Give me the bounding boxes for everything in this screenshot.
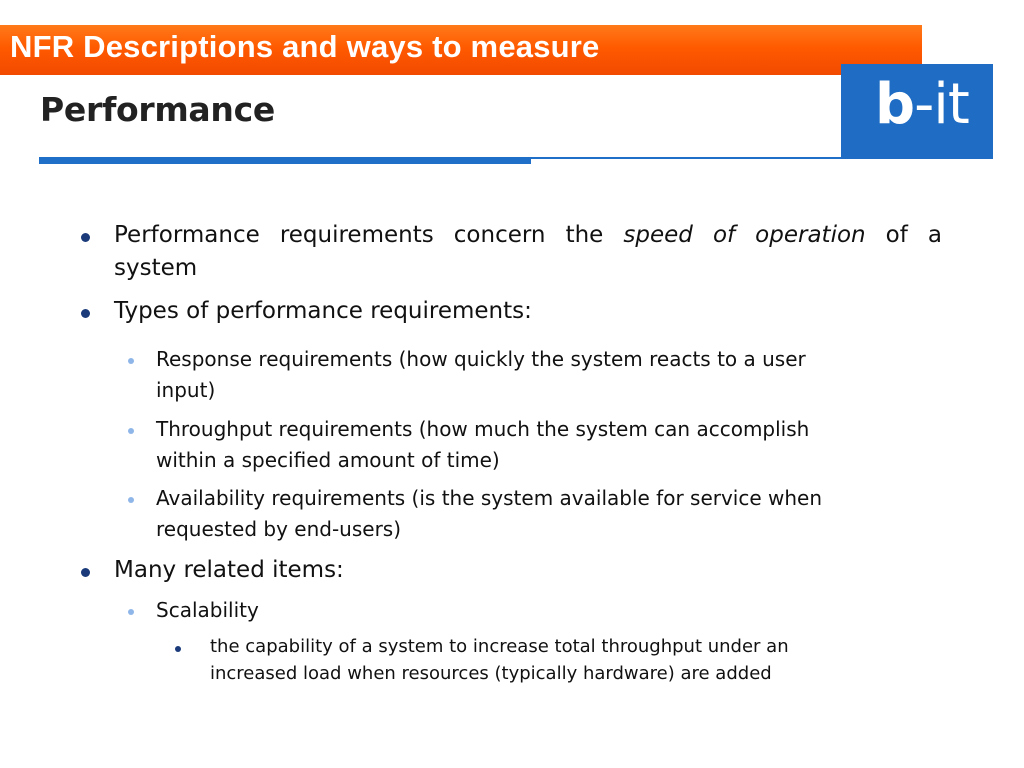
sub-item-scalability: Scalability: [156, 598, 259, 622]
slide-heading: Performance: [40, 90, 275, 129]
sub-bullet-dot: [128, 428, 134, 434]
sub-item-throughput-line-2: within a specified amount of time): [156, 448, 500, 472]
scalability-detail-line-1: the capability of a system to increase total throughput under an: [210, 636, 789, 657]
sub-bullet-dot: [128, 497, 134, 503]
sub-sub-bullet-dot: [175, 646, 181, 652]
logo-letters-it: -it: [914, 72, 969, 137]
sub-item-response-line-2: input): [156, 378, 216, 402]
bullet-dot: [81, 568, 90, 577]
sub-bullet-dot: [128, 609, 134, 615]
scalability-detail-line-2: increased load when resources (typically hardware) are added: [210, 663, 772, 684]
bullet-dot: [81, 233, 90, 242]
bullet-dot: [81, 309, 90, 318]
sub-item-availability-line-2: requested by end-users): [156, 517, 402, 541]
banner-title: NFR Descriptions and ways to measure: [10, 29, 600, 64]
sub-item-response-line-1: Response requirements (how quickly the system reacts to a user: [156, 347, 806, 371]
bullet-2-text: Types of performance requirements:: [114, 298, 532, 324]
sub-bullet-dot: [128, 358, 134, 364]
bullet-1-line-2: system: [114, 255, 198, 281]
bullet-1-text-pre: Performance requirements concern the: [114, 222, 624, 248]
bullet-1-emphasis: speed of operation: [623, 222, 866, 248]
bullet-1-line-1: [114, 222, 942, 248]
sub-item-throughput-line-1: Throughput requirements (how much the system can accomplish: [156, 417, 810, 441]
bullet-3-text: Many related items:: [114, 557, 344, 583]
bullet-1-text-post: of a: [865, 222, 943, 248]
sub-item-availability-line-1: Availability requirements (is the system available for service when: [156, 486, 823, 510]
logo-letter-b: b: [875, 72, 915, 137]
